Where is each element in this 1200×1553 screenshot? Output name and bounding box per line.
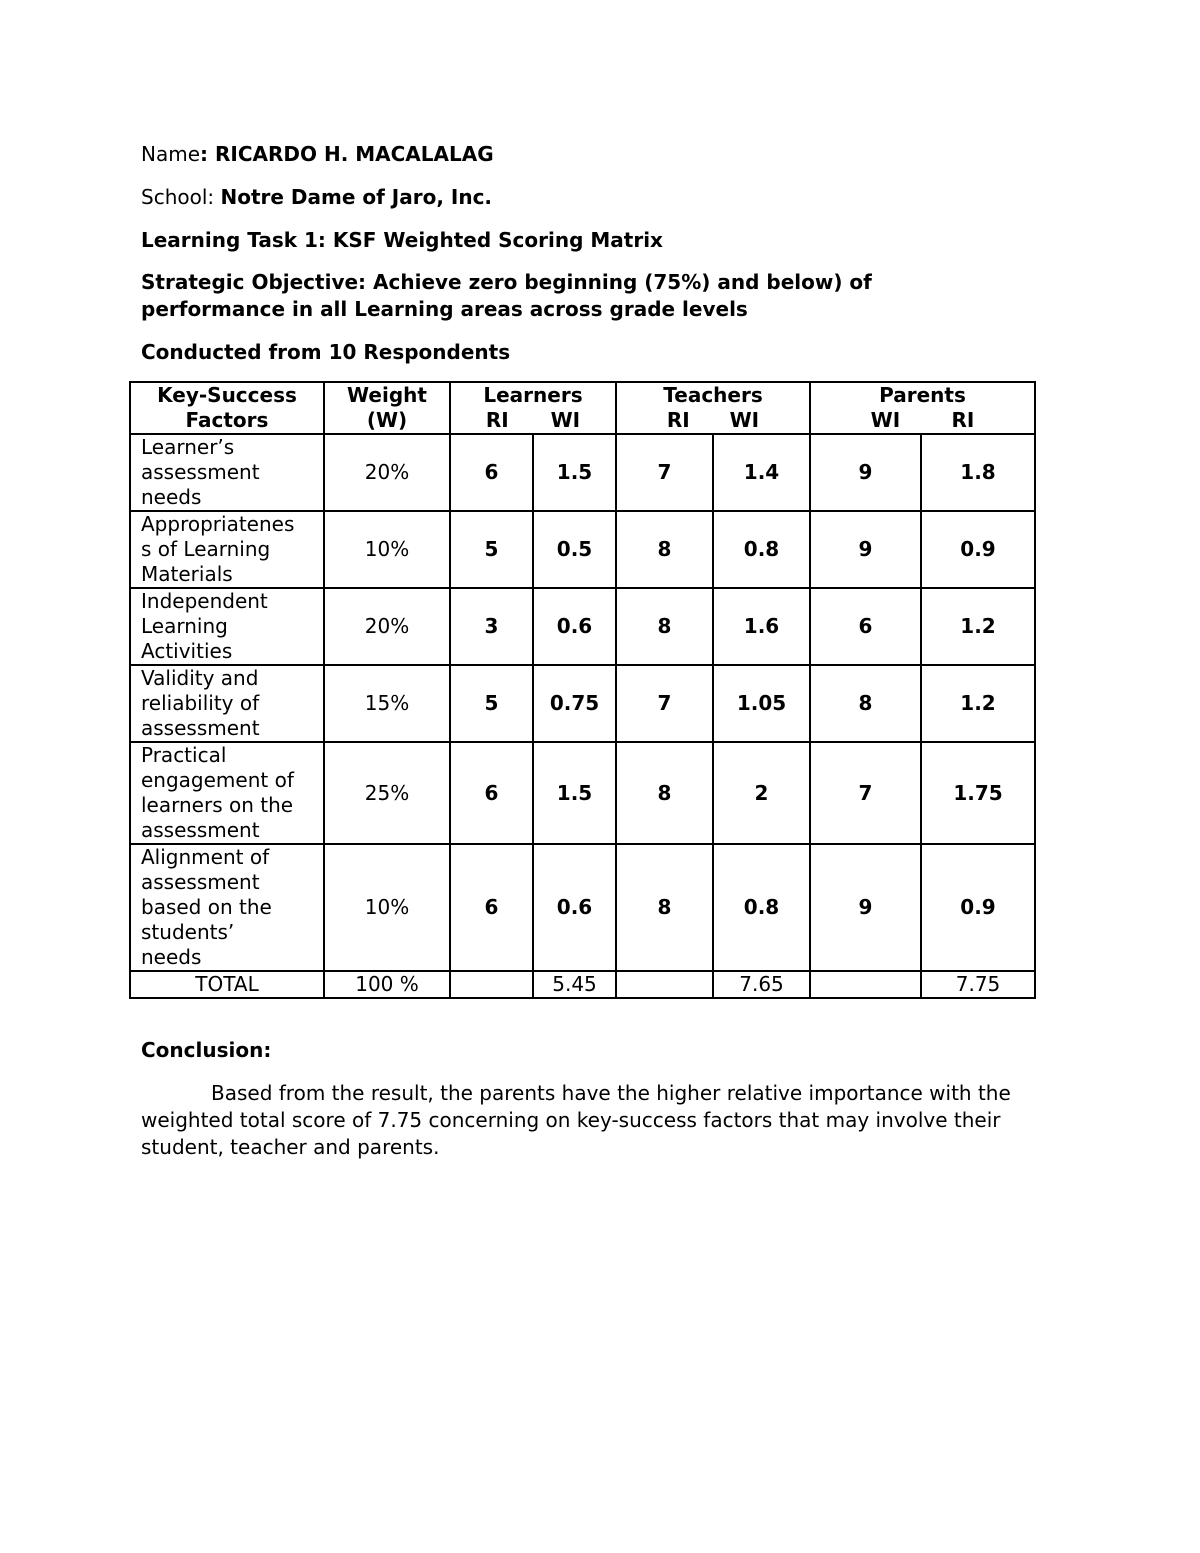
total-weight-cell: 100 % [324, 971, 450, 998]
learners-wi-cell: 0.6 [533, 588, 616, 665]
factor-cell [130, 665, 324, 742]
parents-header [810, 382, 1035, 434]
learners-ri-cell: 6 [450, 844, 533, 971]
conclusion-body: Based from the result, the parents have the higher relative importance with the weighted total score of 7.75 concerning on key-success factors that may involve their student, teacher and parents. [141, 1081, 1011, 1159]
total-parents-ri-cell: 7.75 [921, 971, 1035, 998]
learners-ri-cell: 6 [450, 742, 533, 844]
objective-line-1: Strategic Objective: Achieve zero beginning (75%) and below) of [141, 270, 872, 294]
teachers-ri-cell: 8 [616, 511, 713, 588]
teachers-wi-header: WI [729, 408, 760, 432]
parents-wi-cell: 7 [810, 742, 921, 844]
teachers-header-title: Teachers [663, 383, 763, 407]
learners-ri-cell: 6 [450, 434, 533, 511]
parents-wi-cell: 9 [810, 434, 921, 511]
weight-cell: 20% [324, 588, 450, 665]
factor-cell [130, 742, 324, 844]
factor-text-line: assessment [141, 870, 260, 894]
total-learners-ri-cell [450, 971, 533, 998]
factor-text-line: students’ [141, 920, 235, 944]
table-row [130, 844, 1035, 971]
teachers-ri-cell: 8 [616, 588, 713, 665]
learners-wi-cell: 0.5 [533, 511, 616, 588]
teachers-wi-cell: 1.4 [713, 434, 810, 511]
weight-header-line-1: Weight [347, 383, 427, 407]
teachers-ri-cell: 7 [616, 665, 713, 742]
total-teachers-ri-cell [616, 971, 713, 998]
factor-text-line: Learner’s [141, 435, 235, 459]
factor-cell [130, 588, 324, 665]
factor-text-line: based on the [141, 895, 272, 919]
teachers-wi-cell: 2 [713, 742, 810, 844]
parents-ri-cell: 1.2 [921, 665, 1035, 742]
teachers-ri-cell: 8 [616, 844, 713, 971]
parents-header-title: Parents [879, 383, 966, 407]
name-value: RICARDO H. MACALALAG [214, 142, 494, 166]
factor-text-line: needs [141, 485, 202, 509]
learners-header [450, 382, 616, 434]
weight-cell: 15% [324, 665, 450, 742]
parents-ri-cell: 0.9 [921, 511, 1035, 588]
total-learners-wi-cell: 5.45 [533, 971, 616, 998]
learners-wi-cell: 0.6 [533, 844, 616, 971]
parents-ri-cell: 0.9 [921, 844, 1035, 971]
learners-ri-header: RI [485, 408, 509, 432]
ksf-header [130, 382, 324, 434]
weight-cell: 10% [324, 511, 450, 588]
conclusion-title: Conclusion: [141, 1038, 272, 1062]
school-label: School: [141, 185, 221, 209]
weight-header-line-2: (W) [366, 408, 408, 432]
ksf-header-line-2: Factors [185, 408, 269, 432]
factor-text-line: assessment [141, 460, 260, 484]
table-row [130, 511, 1035, 588]
parents-ri-cell: 1.75 [921, 742, 1035, 844]
teachers-wi-cell: 0.8 [713, 844, 810, 971]
learners-wi-cell: 1.5 [533, 742, 616, 844]
learners-wi-cell: 1.5 [533, 434, 616, 511]
factor-text-line: s of Learning [141, 537, 271, 561]
ksf-header-line-1: Key-Success [157, 383, 297, 407]
name-line [141, 141, 494, 167]
school-value: Notre Dame of Jaro, Inc. [220, 185, 493, 209]
teachers-wi-cell: 1.05 [713, 665, 810, 742]
teachers-wi-cell: 1.6 [713, 588, 810, 665]
parents-wi-cell: 9 [810, 511, 921, 588]
factor-text-line: needs [141, 945, 202, 969]
task-title: Learning Task 1: KSF Weighted Scoring Matrix [141, 228, 663, 252]
school-line [141, 184, 492, 210]
learners-wi-cell: 0.75 [533, 665, 616, 742]
table-row [130, 588, 1035, 665]
parents-ri-cell: 1.8 [921, 434, 1035, 511]
table-row [130, 742, 1035, 844]
factor-text-line: Appropriatenes [141, 512, 295, 536]
factor-text-line: Independent [141, 589, 268, 613]
total-parents-wi-cell [810, 971, 921, 998]
parents-wi-cell: 6 [810, 588, 921, 665]
objective-line-2: performance in all Learning areas across grade levels [141, 297, 748, 321]
factor-cell [130, 844, 324, 971]
weight-cell: 25% [324, 742, 450, 844]
total-teachers-wi-cell: 7.65 [713, 971, 810, 998]
learners-wi-header: WI [550, 408, 581, 432]
learners-header-title: Learners [483, 383, 583, 407]
teachers-header [616, 382, 810, 434]
factor-text-line: Validity and [141, 666, 259, 690]
total-label: TOTAL [130, 971, 324, 998]
parents-ri-cell: 1.2 [921, 588, 1035, 665]
teachers-wi-cell: 0.8 [713, 511, 810, 588]
weight-cell: 10% [324, 844, 450, 971]
factor-cell [130, 434, 324, 511]
teachers-ri-cell: 8 [616, 742, 713, 844]
respondents-line: Conducted from 10 Respondents [141, 340, 511, 364]
factor-text-line: assessment [141, 716, 260, 740]
name-label: Name [141, 142, 201, 166]
factor-text-line: Alignment of [141, 845, 270, 869]
name-colon: : [200, 142, 215, 166]
factor-cell [130, 511, 324, 588]
factor-text-line: Activities [141, 639, 233, 663]
weight-cell: 20% [324, 434, 450, 511]
parents-wi-header: WI [870, 408, 901, 432]
factor-text-line: Materials [141, 562, 233, 586]
table-row [130, 434, 1035, 511]
factor-text-line: assessment [141, 818, 260, 842]
learners-ri-cell: 3 [450, 588, 533, 665]
total-row [130, 971, 1035, 998]
factor-text-line: engagement of [141, 768, 294, 792]
learners-ri-cell: 5 [450, 665, 533, 742]
factor-text-line: reliability of [141, 691, 260, 715]
teachers-ri-header: RI [666, 408, 690, 432]
parents-wi-cell: 9 [810, 844, 921, 971]
parents-ri-header: RI [951, 408, 975, 432]
parents-wi-cell: 8 [810, 665, 921, 742]
header-row [130, 382, 1035, 434]
teachers-ri-cell: 7 [616, 434, 713, 511]
factor-text-line: learners on the [141, 793, 294, 817]
table-row [130, 665, 1035, 742]
ksf-matrix-table [129, 381, 1036, 999]
factor-text-line: Learning [141, 614, 228, 638]
weight-header [324, 382, 450, 434]
factor-text-line: Practical [141, 743, 227, 767]
learners-ri-cell: 5 [450, 511, 533, 588]
